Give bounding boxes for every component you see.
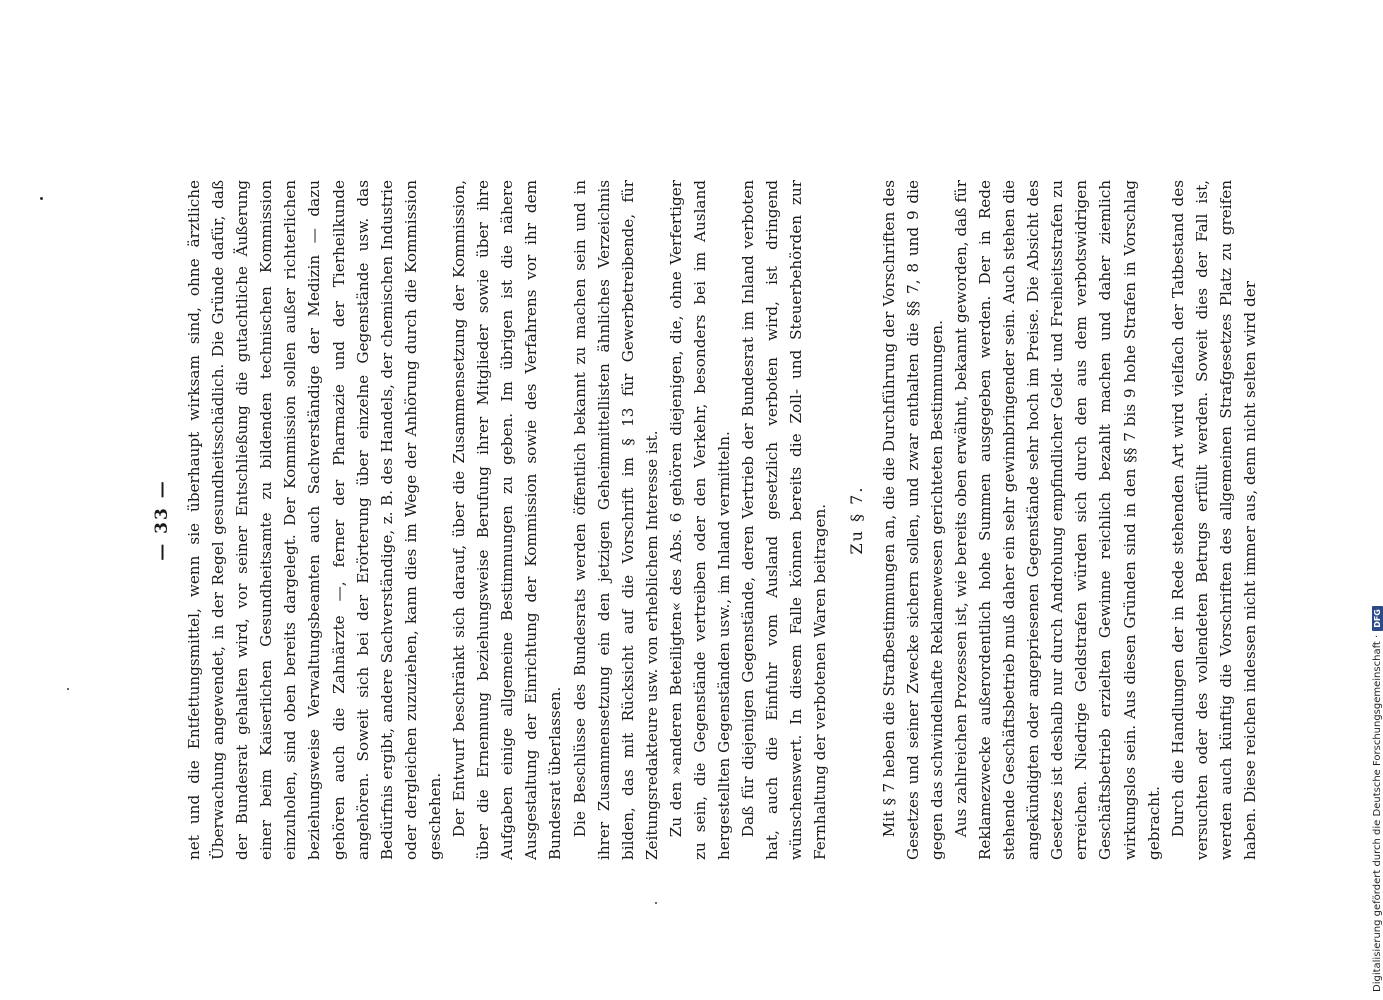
- scan-speck: [67, 688, 69, 690]
- paragraph: Daß für diejenigen Gegenstände, deren Vertrieb der Bundesrat im Inland verboten hat, auch die Einfuhr vom Ausland gesetzlich verboten wird, ist dringend wünschenswert. In diesem Falle können bereits die Zoll- und Steuerbehörden zur Fernhaltung der verbotenen Waren beitragen.: [739, 180, 830, 860]
- rotated-text-block: [150, 180, 1260, 860]
- credit-text: Digitalisierung gefördert durch die Deutsche Forschungsgemeinschaft ·: [1372, 634, 1383, 992]
- digitization-credit: [1372, 606, 1383, 992]
- paragraph: Durch die Handlungen der in Rede stehenden Art wird vielfach der Tatbestand des versuchten oder des vollendeten Betrugs erfüllt werden. Soweit dies der Fall ist, werden auch künftig die Vorschriften des allgemeinen Strafgesetzes Platz zu greifen haben. Diese reichen indessen nicht immer aus, denn nicht selten wird der: [1168, 180, 1260, 860]
- paragraph: Mit § 7 heben die Strafbestimmungen an, die die Durchführung der Vorschriften des Gesetzes und seiner Zwecke sichern sollen, und zwar enthalten die §§ 7, 8 und 9 die gegen das schwindelhafte Reklamewesen gerichteten Bestimmungen.: [879, 180, 946, 860]
- text-column: [150, 180, 1262, 860]
- dfg-logo-icon: DFG: [1372, 606, 1383, 631]
- page-number: — 33 —: [152, 479, 172, 561]
- section-heading: Zu § 7.: [846, 485, 866, 555]
- scan-speck: [40, 197, 43, 200]
- paragraph: Die Beschlüsse des Bundesrats werden öffentlich bekannt zu machen sein und in ihrer Zusammensetzung ein den jetzigen Geheimmittellisten ähnliches Verzeichnis bilden, das mit Rücksicht auf die Vorschrift im § 13 für Gewerbetreibende, für Zeitungsredakteure usw. von erheblichem Interesse ist.: [570, 180, 661, 860]
- paragraph: net und die Entfettungsmittel, wenn sie überhaupt wirksam sind, ohne ärztliche Überwachung angewendet, in der Regel gesundheitsschädlich. Die Gründe dafür, daß der Bundesrat gehalten wird, vor seiner Entschließung die gutachtliche Äußerung einer beim Kaiserlichen Gesundheitsamte zu bildenden technischen Kommission einzuholen, sind oben bereits dargelegt. Der Kommission sollen außer richterlichen beziehungsweise Verwaltungsbeamten auch Sachverständige der Medizin — dazu gehören auch die Zahnärzte —, ferner der Pharmazie und der Tierheilkunde angehören. Soweit sich bei der Erörterung über einzelne Gegenstände usw. das Bedürfnis ergibt, andere Sachverständige, z. B. des Handels, der chemischen Industrie oder dergleichen zuzuziehen, kann dies im Wege der Anhörung durch die Kommission geschehen.: [185, 180, 444, 860]
- paragraph: Aus zahlreichen Prozessen ist, wie bereits oben erwähnt, bekannt geworden, daß für Reklamezwecke außerordentlich hohe Summen ausgegeben werden. Der in Rede stehende Geschäftsbetrieb muß daher ein sehr gewinnbringender sein. Auch stehen die angekündigten oder angepriesenen Gegenstände sehr hoch im Preise. Die Absicht des Gesetzes ist deshalb nur durch Androhung empfindlicher Geld- und Freiheitsstrafen zu erreichen. Niedrige Geldstrafen würden sich durch den aus dem verbotswidrigen Geschäftsbetrieb erzielten Gewinne reichlich bezahlt machen und daher ziemlich wirkungslos sein. Aus diesen Gründen sind in den §§ 7 bis 9 hohe Strafen in Vorschlag gebracht.: [951, 180, 1163, 860]
- paragraph: Zu den »anderen Beteiligten« des Abs. 6 gehören diejenigen, die, ohne Verfertiger zu sein, die Gegenstände vertreiben oder den Verkehr, besonders bei im Ausland hergestellten Gegenständen usw., im Inland vermitteln.: [666, 180, 734, 860]
- scan-speck: [655, 902, 657, 904]
- paragraph: Der Entwurf beschränkt sich darauf, über die Zusammensetzung der Kommission, über die Ernennung beziehungsweise Berufung ihrer Mitglieder sowie über ihre Aufgaben einige allgemeine Bestimmungen zu geben. Im übrigen ist die nähere Ausgestaltung der Einrichtung der Kommission sowie des Verfahrens vor ihr dem Bundesrat überlassen.: [450, 180, 565, 860]
